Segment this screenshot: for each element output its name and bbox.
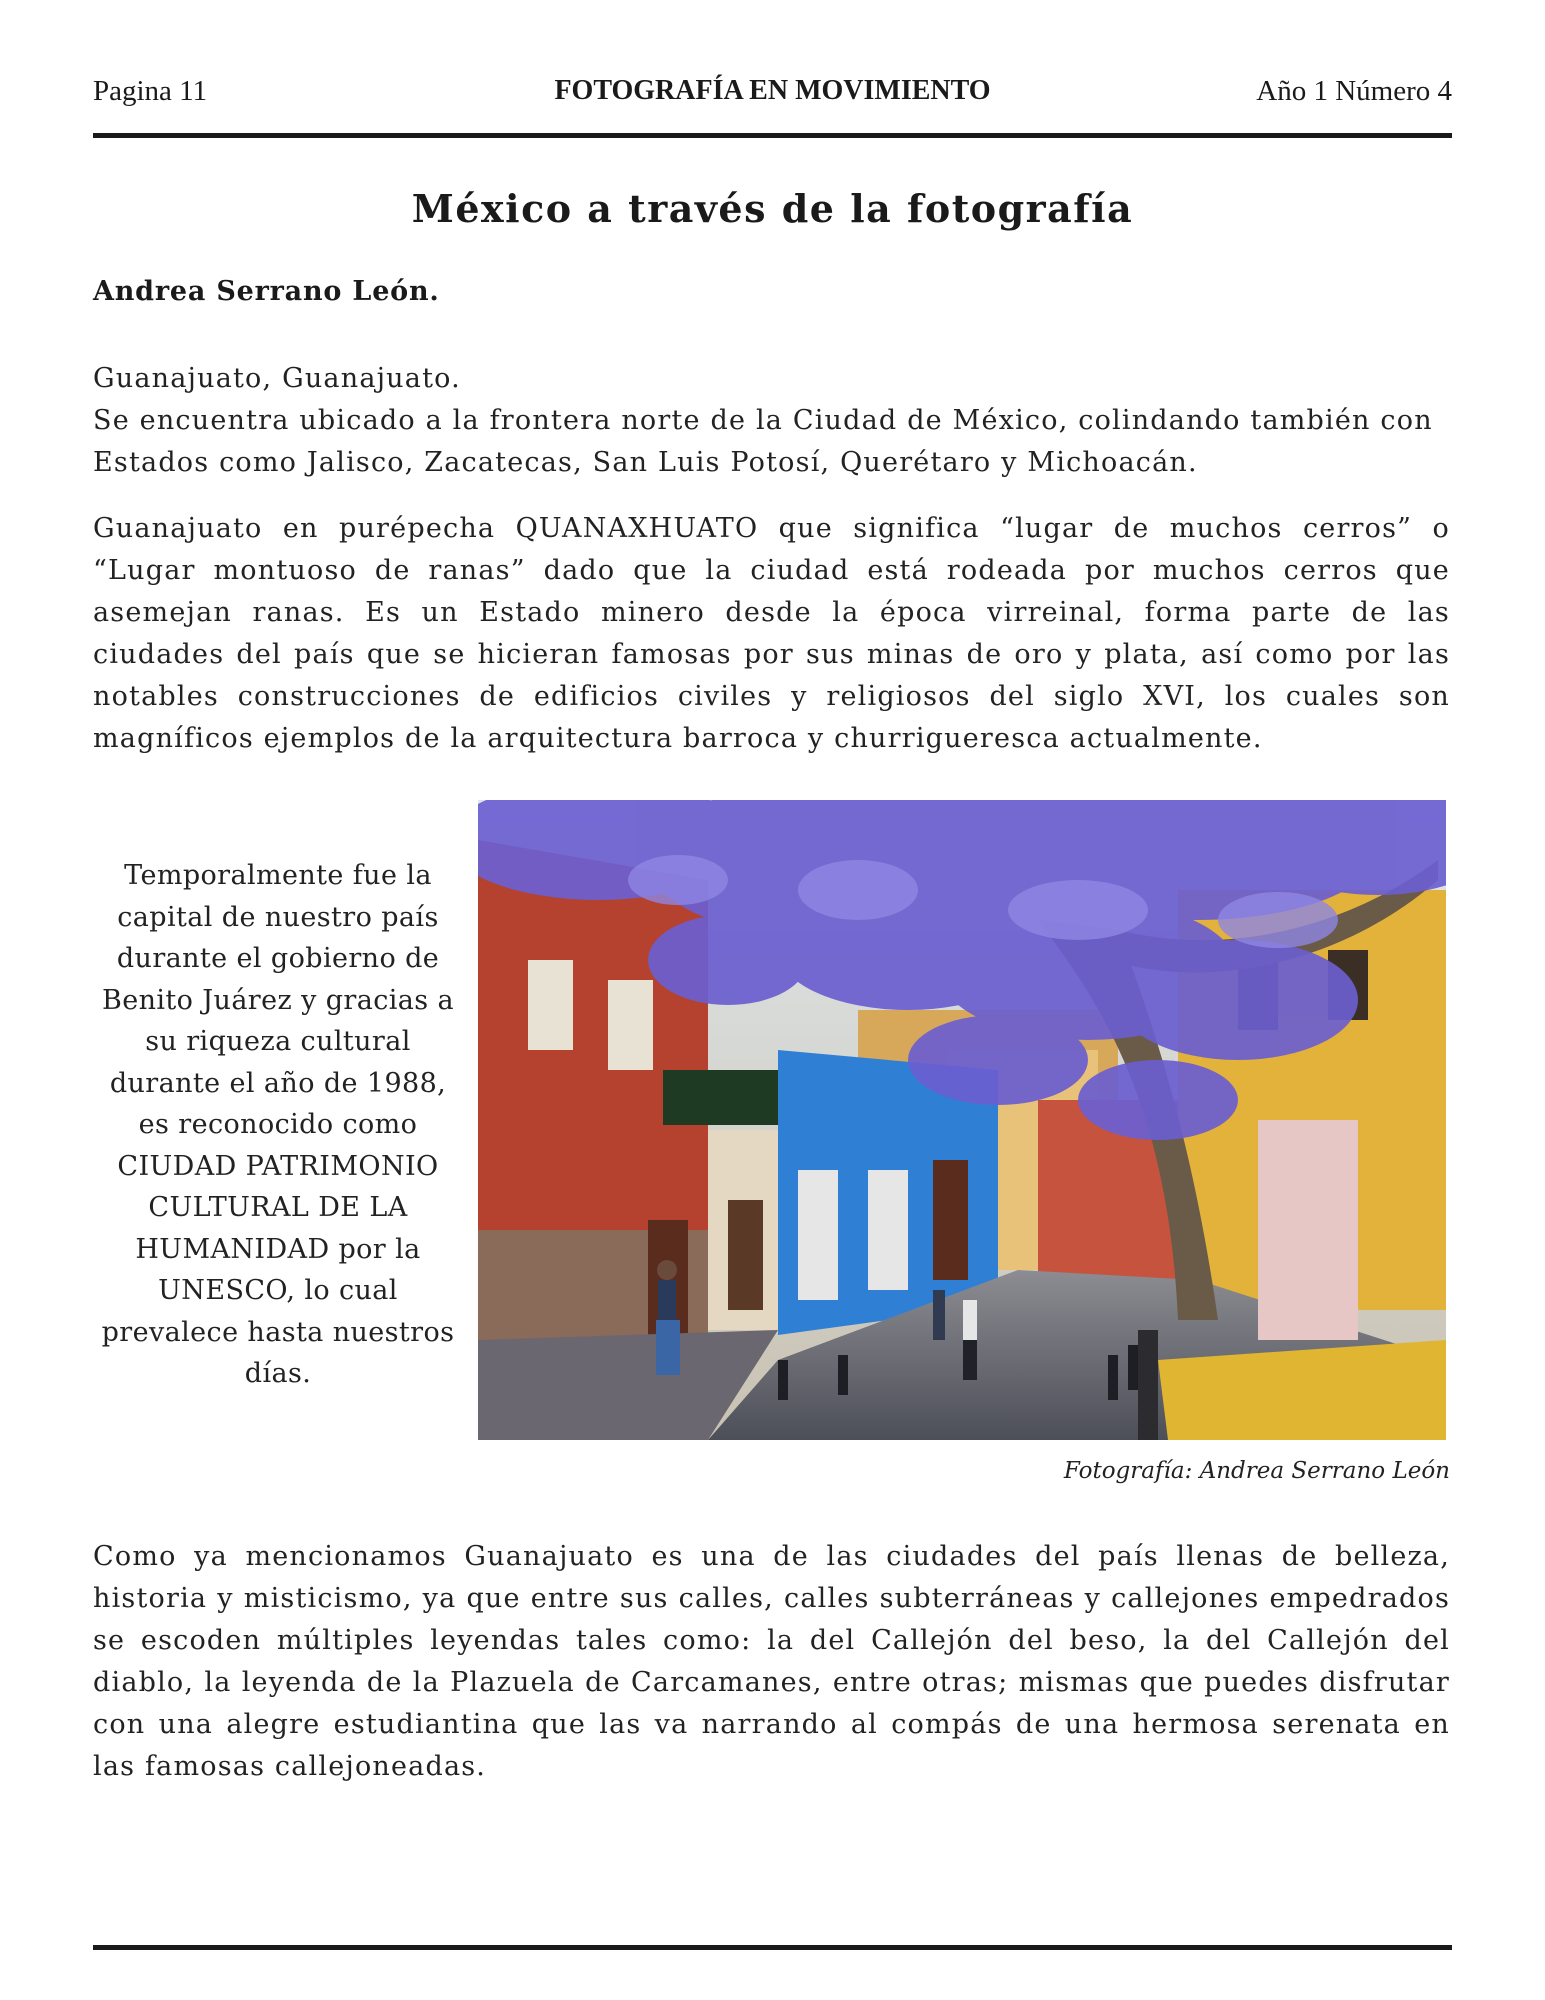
paragraph-3: Como ya mencionamos Guanajuato es una de las ciudades del país llenas de belleza, historia y misticismo, ya que entre sus calles, calles subterráneas y callejones empedrados se escoden múltiples leyendas tales como: la del Callejón del beso, la del Callejón del diablo, la leyenda de la Plazuela de Carcamanes, entre otras; mismas que puedes disfrutar con una alegre estudiantina que las va narrando al compás de una hermosa serenata en las famosas callejoneadas. (93, 1541, 1450, 1782)
article-author: Andrea Serrano León. (93, 276, 440, 307)
sidebar-text: Temporalmente fue la capital de nuestro país durante el gobierno de Benito Juárez y gracias a su riqueza cultural durante el año de 1988, es reconocido como CIUDAD PATRIMONIO CULTURAL DE LA HUMANIDAD por la UNESCO, lo cual prevalece hasta nuestros días. (101, 860, 455, 1389)
photo-caption: Fotografía: Andrea Serrano León (1063, 1458, 1450, 1484)
header-rule (93, 133, 1452, 138)
street-photo (478, 800, 1446, 1440)
paragraph-2: Guanajuato en purépecha QUANAXHUATO que significa “lugar de muchos cerros” o “Lugar montuoso de ranas” dado que la ciudad está rodeada por muchos cerros que asemejan ranas. Es un Estado minero desde la época virreinal, forma parte de las ciudades del país que se hicieran famosas por sus minas de oro y plata, así como por las notables construcciones de edificios civiles y religiosos del siglo XVI, los cuales son magníficos ejemplos de la arquitectura barroca y churrigueresca actualmente. (93, 513, 1450, 754)
paragraph-1: Se encuentra ubicado a la frontera norte de la Ciudad de México, colindando también con Estados como Jalisco, Zacatecas, San Luis Potosí, Querétaro y Michoacán. (93, 405, 1433, 478)
issue-number: Año 1 Número 4 (1256, 75, 1452, 107)
magazine-title: FOTOGRAFÍA EN MOVIMIENTO (554, 75, 991, 106)
page-header (93, 75, 1452, 117)
footer-rule (93, 1945, 1452, 1950)
page-number: Pagina 11 (93, 75, 208, 107)
article-title: México a través de la fotografía (411, 186, 1134, 231)
intro-paragraph (93, 358, 1450, 484)
location-line: Guanajuato, Guanajuato. (93, 363, 461, 394)
